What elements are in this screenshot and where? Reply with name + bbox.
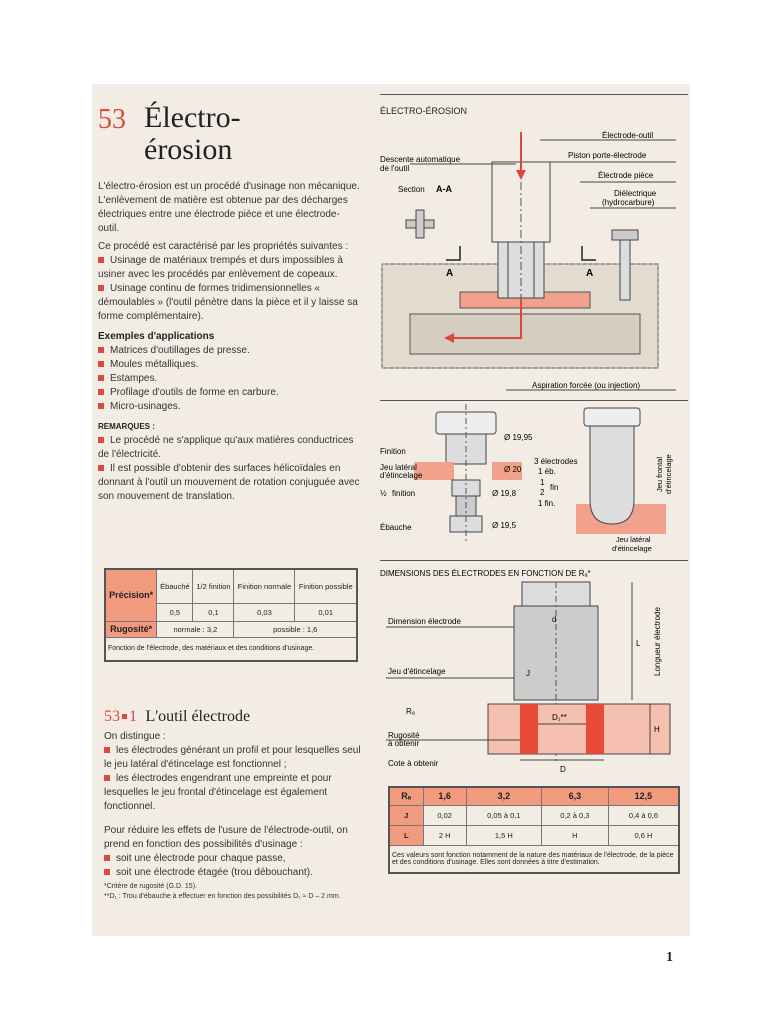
page-title bbox=[98, 104, 126, 136]
application-item: Estampes. bbox=[98, 372, 360, 386]
precision-footnote: Fonction de l'électrode, des matériaux et des conditions d'usinage. bbox=[105, 637, 357, 661]
label-d195: Ø 19,5 bbox=[492, 521, 517, 530]
label-d20: Ø 20 bbox=[504, 465, 522, 474]
bullet-icon bbox=[122, 714, 127, 719]
remarques-heading: REMARQUES : bbox=[98, 422, 155, 431]
section-text bbox=[104, 730, 362, 902]
label-trois-electrodes: 3 électrodes bbox=[534, 457, 578, 466]
label-eb: 1 éb. bbox=[538, 467, 556, 476]
label-fin: fin bbox=[550, 483, 559, 492]
properties-intro: Ce procédé est caractérisé par les propriétés suivantes : bbox=[98, 241, 349, 252]
property-item: Usinage de matériaux trempés et durs impossibles à usiner avec les procédés par enlèvement de copeaux. bbox=[98, 255, 343, 280]
remarque-item: Le procédé ne s'applique qu'aux matières conductrices de l'électricité. bbox=[98, 435, 354, 460]
label-a: A bbox=[446, 268, 454, 279]
label-big-d: D bbox=[560, 765, 566, 774]
label-h: H bbox=[654, 725, 660, 734]
ra-header: 12,5 bbox=[608, 787, 679, 805]
ra-cell: H bbox=[541, 825, 608, 845]
application-item: Profilage d'outils de forme en carbure. bbox=[98, 386, 360, 400]
label-jeu-lateral2b: d'étincelage bbox=[612, 544, 652, 553]
ra-cell: 0,6 H bbox=[608, 825, 679, 845]
divider bbox=[380, 94, 688, 95]
col-finition-possible: Finition possible bbox=[295, 569, 357, 603]
label-l: L bbox=[636, 639, 641, 648]
electro-erosion-diagram bbox=[380, 104, 688, 394]
rugosite-label: Rugosité* bbox=[105, 621, 157, 637]
workpiece-band bbox=[488, 704, 670, 754]
electrode-dimensions-diagram bbox=[380, 564, 688, 784]
page-number: 1 bbox=[666, 950, 673, 965]
ra-cell: 1,5 H bbox=[466, 825, 541, 845]
label-detincelage: d'étincelage bbox=[380, 471, 423, 480]
label-ebauche: Ébauche bbox=[380, 523, 412, 532]
intro-paragraph: L'électro-érosion est un procédé d'usinage non mécanique. L'enlèvement de matière est obtenue par des décharges électriques entre une électrode pièce et une électrode-outil. bbox=[98, 181, 360, 234]
label-jeu-frontal: Jeu frontal bbox=[655, 456, 664, 492]
section-cross bbox=[406, 210, 434, 238]
ra-header: 3,2 bbox=[466, 787, 541, 805]
label-un: 1 bbox=[540, 478, 545, 487]
precision-value: 0,03 bbox=[234, 603, 295, 621]
title-line1: Électro- bbox=[144, 101, 241, 134]
remarque-item: Il est possible d'obtenir des surfaces hélicoïdales en donnant à l'outil un mouvement de rotation conjuguée avec son mouvement de translation. bbox=[98, 463, 360, 502]
col-demi-finition: 1/2 finition bbox=[193, 569, 234, 603]
clamp-screw bbox=[620, 240, 630, 300]
section-arrow-icon bbox=[582, 246, 596, 260]
bullet-icon bbox=[104, 747, 110, 753]
label-dimension: Dimension électrode bbox=[388, 617, 461, 626]
divider bbox=[380, 400, 688, 401]
bullet-icon bbox=[98, 437, 104, 443]
page-sheet bbox=[92, 84, 690, 936]
electrode-u bbox=[590, 426, 634, 524]
section-heading bbox=[104, 708, 250, 726]
bullet-icon bbox=[98, 257, 104, 263]
title-number: 53 bbox=[98, 104, 126, 135]
label-de-loutil: de l'outil bbox=[380, 164, 410, 173]
ra-cell: 0,02 bbox=[423, 805, 466, 825]
label-jeu: Jeu d'étincelage bbox=[388, 667, 446, 676]
label-dielectrique: Diélectrique bbox=[614, 189, 657, 198]
label-j: J bbox=[526, 669, 530, 678]
diagram3-title: DIMENSIONS DES ÉLECTRODES EN FONCTION DE Rₐ* bbox=[380, 569, 591, 578]
bullet-icon bbox=[98, 403, 104, 409]
ra-footnote: Ces valeurs sont fonction notamment de la nature des matériaux de l'électrode, de la pièce et des conditions d'usinage. Elles sont données à titre d'estimation. bbox=[389, 845, 679, 873]
bullet-icon bbox=[98, 285, 104, 291]
col-finition-normale: Finition normale bbox=[234, 569, 295, 603]
bullet-icon bbox=[98, 361, 104, 367]
label-a-obtenir: à obtenir bbox=[388, 739, 420, 748]
label-ra: Rₐ bbox=[406, 707, 415, 716]
rugosite-normale: normale : 3,2 bbox=[157, 621, 234, 637]
application-item: Matrices d'outillages de presse. bbox=[98, 344, 360, 358]
bullet-icon bbox=[104, 855, 110, 861]
footnote-2: **D₁ : Trou d'ébauche à effectuer en fonction des possibilités D₁ ≈ D – 2 mm. bbox=[104, 893, 341, 900]
label-electrode-outil: Électrode-outil bbox=[602, 131, 654, 140]
application-item: Moules métalliques. bbox=[98, 358, 360, 372]
ra-cell: 0,4 à 0,6 bbox=[608, 805, 679, 825]
clamp-head bbox=[612, 230, 638, 240]
kerf-right bbox=[586, 704, 604, 754]
reduce-item: soit une électrode pour chaque passe, bbox=[104, 852, 362, 866]
section-item: les électrodes générant un profil et pour lesquelles seul le jeu latéral d'étincelage est fonctionnel ; bbox=[104, 745, 361, 770]
footnote-1: *Critère de rugosité (G.D. 15). bbox=[104, 883, 197, 890]
label-section-aa: A-A bbox=[436, 184, 452, 194]
kerf-left bbox=[520, 704, 538, 754]
bullet-icon bbox=[98, 375, 104, 381]
label-hydrocarbure: (hydrocarbure) bbox=[602, 198, 655, 207]
label-half: ½ bbox=[380, 489, 387, 498]
ra-header: 1,6 bbox=[423, 787, 466, 805]
label-a: A bbox=[586, 268, 594, 279]
label-un-fin: 1 fin. bbox=[538, 499, 556, 508]
section-number: 53 bbox=[104, 708, 120, 725]
label-section: Section bbox=[398, 185, 425, 194]
precision-value: 0,01 bbox=[295, 603, 357, 621]
reduce-item: soit une électrode étagée (trou débouchant). bbox=[104, 866, 362, 880]
label-longueur: Longueur électrode bbox=[653, 607, 662, 676]
section-arrow-icon bbox=[446, 246, 460, 260]
ra-cell: 2 H bbox=[423, 825, 466, 845]
ra-row-label: L bbox=[389, 825, 423, 845]
label-piston: Piston porte-électrode bbox=[568, 151, 647, 160]
section-item: les électrodes engendrant une empreinte et pour lesquelles le jeu frontal d'étincelage est également fonctionnel. bbox=[104, 773, 332, 812]
section-title: L'outil électrode bbox=[145, 708, 251, 725]
bullet-icon bbox=[98, 389, 104, 395]
label-d1: D₁** bbox=[552, 713, 567, 722]
label-jeu-frontal2: d'étincelage bbox=[664, 454, 673, 494]
label-d198: Ø 19,8 bbox=[492, 489, 517, 498]
ra-cell: 0,05 à 0,1 bbox=[466, 805, 541, 825]
reduce-text: Pour réduire les effets de l'usure de l'électrode-outil, on prend en fonction des possibilités d'usinage : bbox=[104, 825, 348, 850]
electrode-steps-diagram bbox=[380, 404, 688, 556]
label-rugosite: Rugosité bbox=[388, 731, 420, 740]
label-finition: Finition bbox=[380, 447, 406, 456]
label-jeu-lateral2: Jeu latéral bbox=[616, 535, 651, 544]
precision-value: 0,1 bbox=[193, 603, 234, 621]
electrode-u-head bbox=[584, 408, 640, 426]
ra-cell: 0,2 à 0,3 bbox=[541, 805, 608, 825]
label-cote: Cote à obtenir bbox=[388, 759, 439, 768]
ra-row-label: J bbox=[389, 805, 423, 825]
bullet-icon bbox=[104, 869, 110, 875]
section-sub: 1 bbox=[129, 708, 137, 725]
title-line2: érosion bbox=[144, 133, 233, 166]
precision-value: 0,5 bbox=[157, 603, 193, 621]
rugosite-possible: possible : 1,6 bbox=[234, 621, 357, 637]
bullet-icon bbox=[104, 775, 110, 781]
label-d1995: Ø 19,95 bbox=[504, 433, 533, 442]
precision-table bbox=[104, 568, 358, 662]
col-ebauche: Ébauché bbox=[157, 569, 193, 603]
intro-text bbox=[98, 180, 360, 504]
precision-label: Précision* bbox=[105, 569, 157, 621]
section-intro: On distingue : bbox=[104, 731, 166, 742]
bullet-icon bbox=[98, 465, 104, 471]
ra-table bbox=[388, 786, 680, 874]
label-deux: 2 bbox=[540, 488, 545, 497]
label-electrode-piece: Électrode pièce bbox=[598, 171, 654, 180]
label-half-finition: finition bbox=[392, 489, 416, 498]
label-jeu-lat: Jeu latéral bbox=[380, 463, 417, 472]
label-descente: Descente automatique bbox=[380, 155, 461, 164]
ra-header: Rₐ bbox=[389, 787, 423, 805]
label-d: d bbox=[552, 615, 557, 624]
diagram1-title: ÉLECTRO-ÉROSION bbox=[380, 106, 468, 116]
divider bbox=[380, 560, 688, 561]
bullet-icon bbox=[98, 347, 104, 353]
property-item: Usinage continu de formes tridimensionnelles « démoulables » (l'outil pénètre dans la pièce et il y laisse sa forme complémentaire). bbox=[98, 283, 358, 322]
table bbox=[410, 314, 640, 354]
applications-heading: Exemples d'applications bbox=[98, 331, 215, 342]
ra-header: 6,3 bbox=[541, 787, 608, 805]
application-item: Micro-usinages. bbox=[98, 400, 360, 414]
label-aspiration: Aspiration forcée (ou injection) bbox=[532, 381, 641, 390]
